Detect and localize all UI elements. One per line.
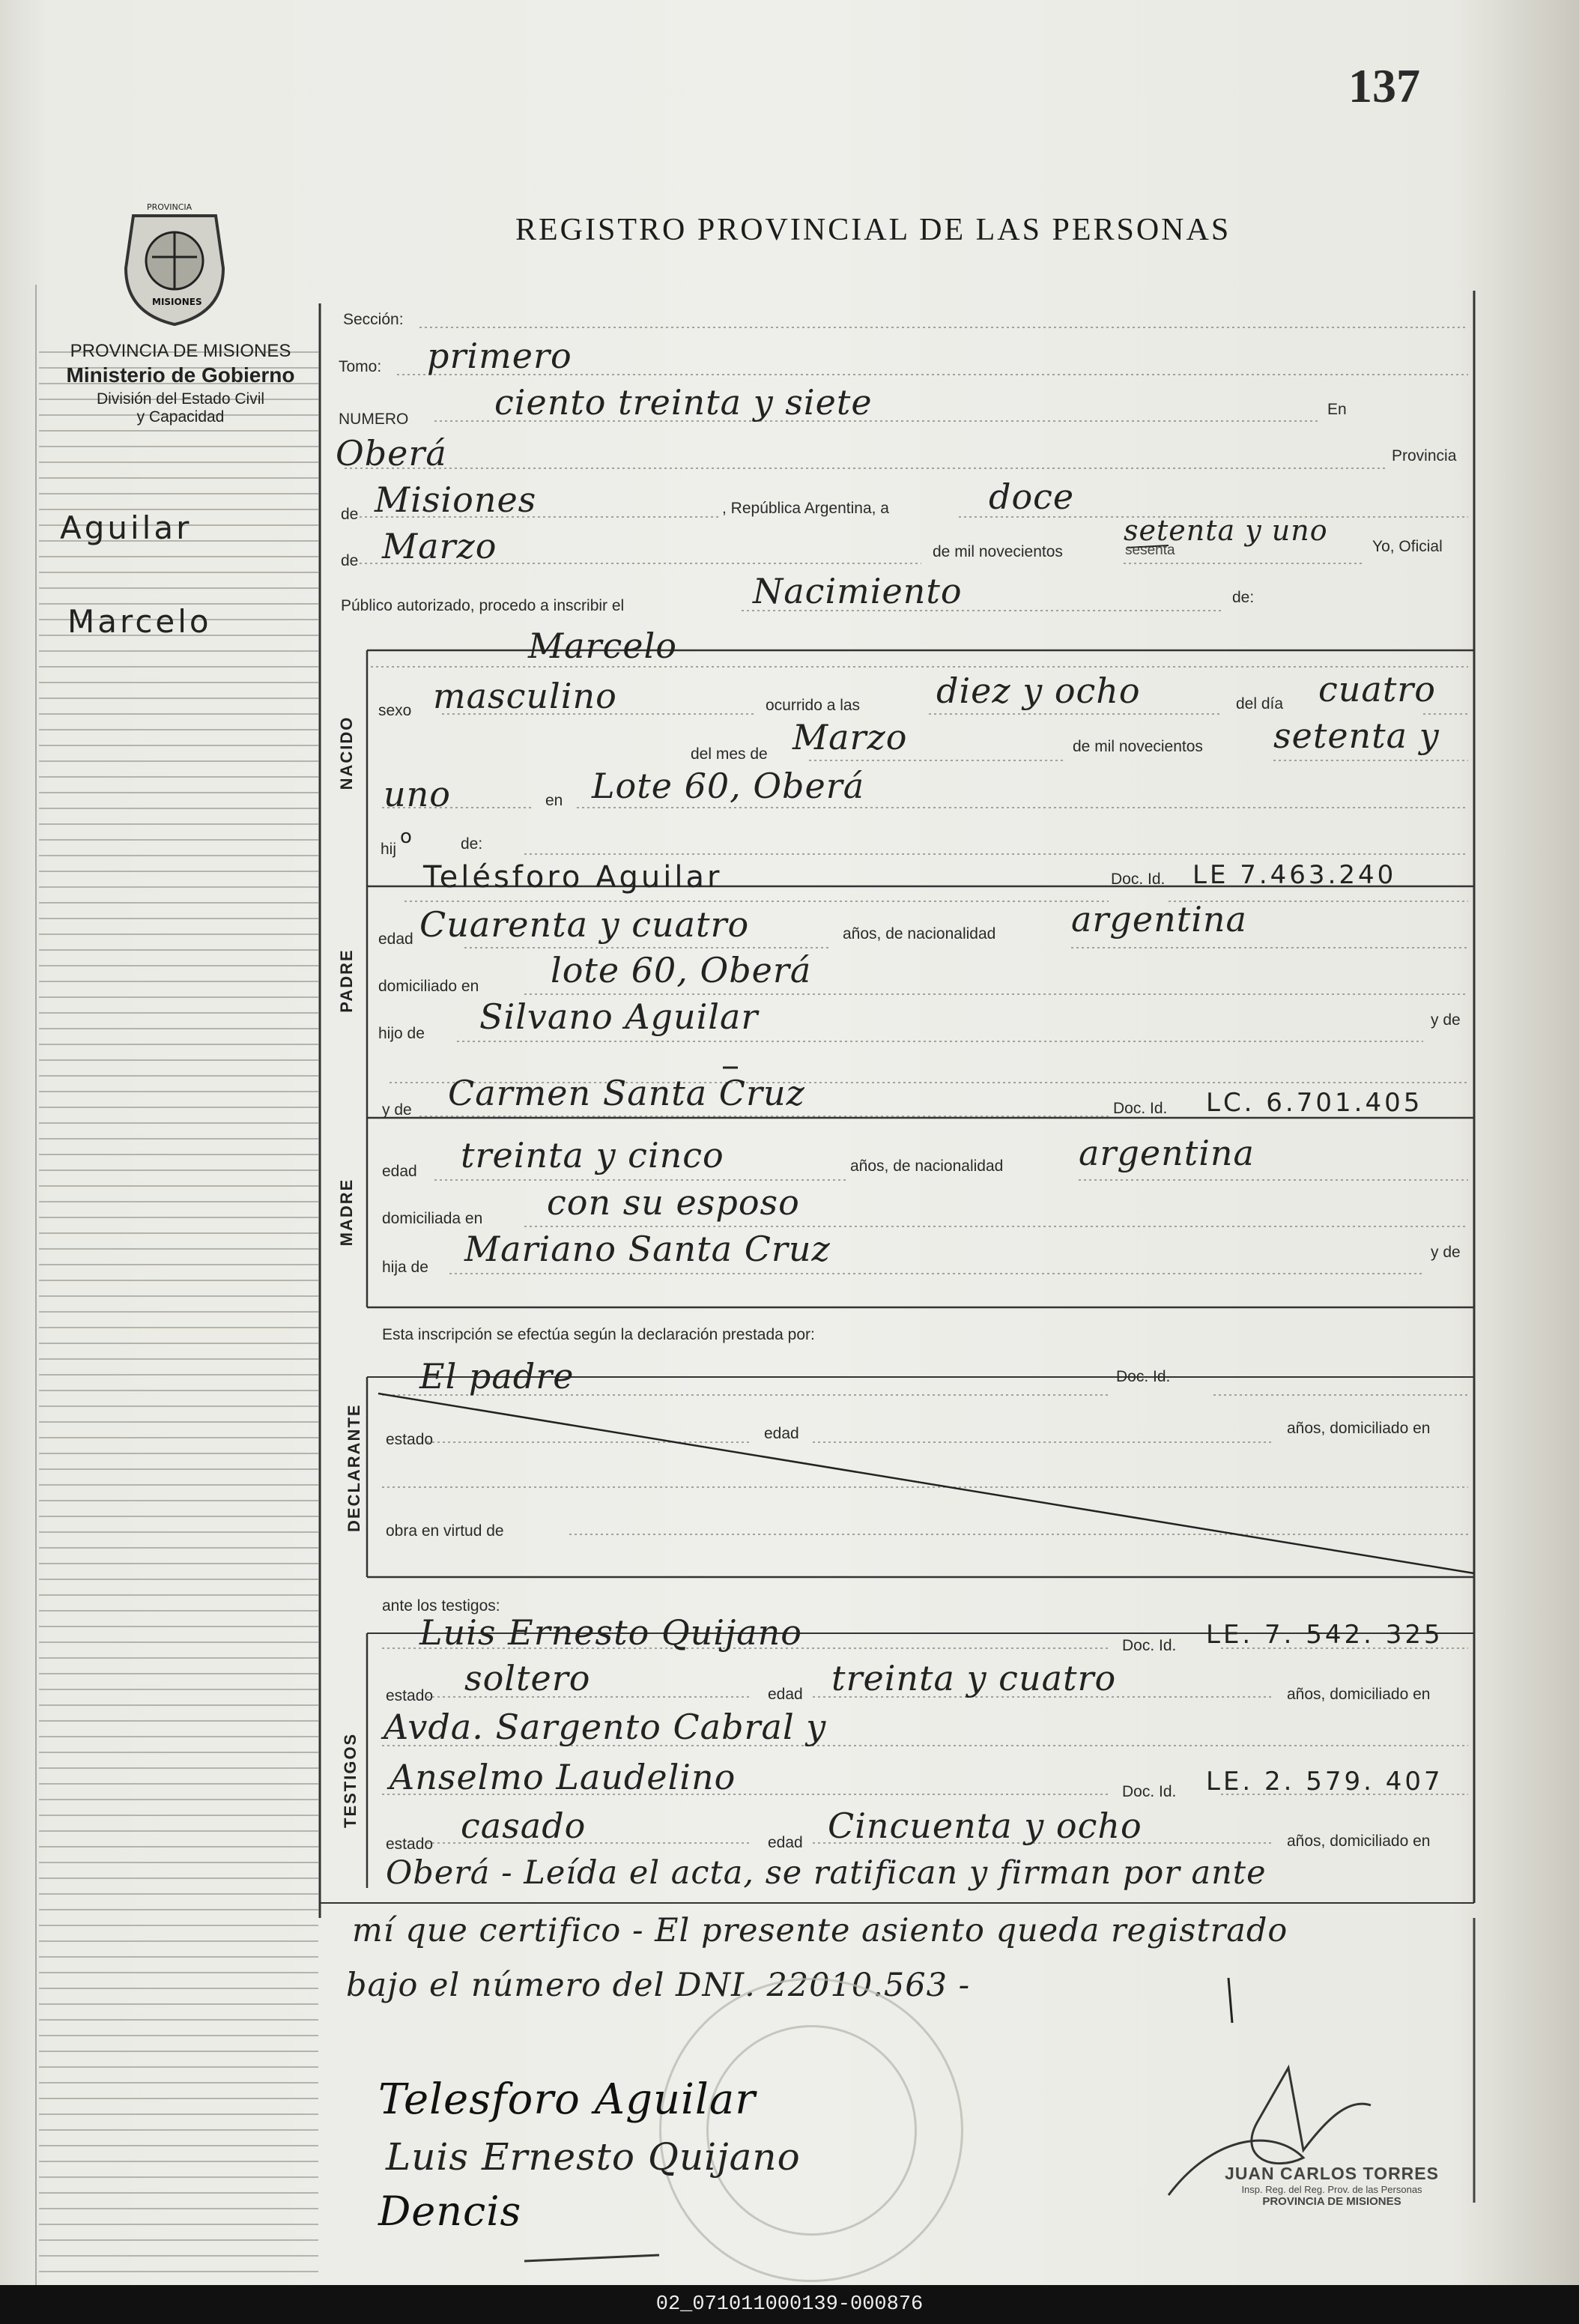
signature-testigo1: Luis Ernesto Quijano	[386, 2135, 801, 2179]
value-lugar: Oberá	[336, 433, 447, 473]
margin-surname: Aguilar	[60, 509, 193, 546]
label-de-provincia: de	[341, 506, 359, 523]
label-testigo1-doc: Doc. Id.	[1122, 1637, 1177, 1654]
label-republica: , República Argentina, a	[722, 500, 889, 517]
label-declarante-edad: edad	[764, 1425, 799, 1442]
signature-testigo2: Dencis	[378, 2188, 522, 2235]
label-de-mil-nov: de mil novecientos	[1073, 738, 1203, 755]
closing-line-1: Oberá - Leída el acta, se ratifican y firman por ante	[386, 1854, 1267, 1892]
page-number: 137	[1348, 59, 1420, 112]
closing-line-2: mí que certifico - El presente asiento queda registrado	[352, 1912, 1288, 1949]
office-division: División del Estado Civil	[96, 390, 265, 408]
label-seccion: Sección:	[343, 311, 404, 328]
value-acto: Nacimiento	[753, 571, 963, 611]
label-numero: NUMERO	[339, 411, 409, 428]
registry-seal-icon	[659, 1978, 963, 2282]
value-abuela-paterna: Carmen Santa Cruz	[448, 1073, 805, 1113]
label-madre-dom: domiciliada en	[382, 1210, 483, 1227]
section-testigos: TESTIGOS	[341, 1732, 360, 1828]
label-ante-testigos: ante los testigos:	[382, 1597, 500, 1615]
value-anio-nac-2: uno	[384, 774, 451, 814]
value-dia: doce	[989, 476, 1075, 517]
label-de-mes: de	[341, 552, 359, 569]
value-testigo1-doc: LE. 7. 542. 325	[1206, 1620, 1443, 1650]
officer-title: Insp. Reg. del Reg. Prov. de las Personas	[1241, 2184, 1422, 2195]
office-capacity: y Capacidad	[136, 408, 225, 426]
value-numero: ciento treinta y siete	[494, 382, 873, 423]
value-nombre: Marcelo	[528, 626, 677, 666]
label-del-mes: del mes de	[691, 745, 768, 763]
label-madre-nac: años, de nacionalidad	[850, 1158, 1004, 1175]
emblem-top-text: PROVINCIA	[147, 202, 193, 212]
officer-stamp	[1197, 2164, 1467, 2208]
value-sexo: masculino	[433, 676, 617, 716]
label-ocurrido: ocurrido a las	[766, 697, 861, 714]
value-testigo2-estado: casado	[461, 1806, 587, 1846]
value-testigo2-doc: LE. 2. 579. 407	[1206, 1767, 1443, 1797]
label-padre-y-de: y de	[1431, 1011, 1461, 1029]
label-declarante-doc: Doc. Id.	[1116, 1368, 1171, 1385]
value-madre-domicilio: con su esposo	[547, 1182, 800, 1223]
value-padre-doc: LE 7.463.240	[1192, 860, 1397, 890]
value-anio-struck: sesenta	[1125, 542, 1175, 558]
officer-name: JUAN CARLOS TORRES	[1225, 2164, 1439, 2183]
value-padre-edad: Cuarenta y cuatro	[419, 904, 750, 945]
label-testigo1-estado: estado	[386, 1687, 434, 1704]
value-declarante: El padre	[419, 1356, 575, 1396]
label-testigo2-edad: edad	[768, 1834, 803, 1851]
label-testigo2-anos: años, domiciliado en	[1287, 1833, 1431, 1850]
label-testigo1-edad: edad	[768, 1686, 803, 1703]
value-testigo1-domicilio: Avda. Sargento Cabral y	[384, 1707, 827, 1747]
value-dia-nac: cuatro	[1318, 669, 1436, 709]
label-testigo2-doc: Doc. Id.	[1122, 1783, 1177, 1800]
value-testigo2-edad: Cincuenta y ocho	[828, 1806, 1142, 1846]
label-declarante-estado: estado	[386, 1431, 434, 1448]
value-madre-hija-de: Mariano Santa Cruz	[464, 1229, 831, 1269]
label-del-dia: del día	[1236, 695, 1284, 712]
value-madre-doc: LC. 6.701.405	[1206, 1088, 1423, 1118]
label-padre-dom: domiciliado en	[378, 978, 479, 995]
value-padre-nacionalidad: argentina	[1071, 899, 1247, 939]
label-publico: Público autorizado, procedo a inscribir el	[341, 597, 625, 614]
image-id-footer: 02_071011000139-000876	[0, 2285, 1579, 2324]
signature-padre: Telesforo Aguilar	[378, 2075, 756, 2124]
label-padre-hijo-de: hijo de	[378, 1025, 425, 1042]
section-padre: PADRE	[337, 948, 356, 1013]
label-hijo-de: de:	[461, 835, 483, 853]
value-hora: diez y ocho	[936, 671, 1141, 711]
label-testigo2-estado: estado	[386, 1836, 434, 1853]
label-sexo: sexo	[378, 702, 412, 719]
value-testigo2-nombre: Anselmo Laudelino	[390, 1757, 736, 1797]
label-de-mil: de mil novecientos	[933, 543, 1063, 560]
margin-given-name: Marcelo	[67, 603, 212, 640]
value-padre-hijo-de: Silvano Aguilar	[479, 996, 759, 1037]
province-coat-of-arms-icon	[118, 201, 231, 328]
value-testigo1-edad: treinta y cuatro	[831, 1658, 1117, 1698]
value-tomo: primero	[427, 336, 572, 376]
value-anio-nac: setenta y	[1273, 715, 1440, 756]
officer-province: PROVINCIA DE MISIONES	[1262, 2195, 1401, 2208]
label-tomo: Tomo:	[339, 358, 382, 375]
label-en: En	[1327, 401, 1347, 418]
label-madre-doc: Doc. Id.	[1113, 1100, 1168, 1117]
value-mes: Marzo	[382, 526, 497, 566]
label-testigo1-anos: años, domiciliado en	[1287, 1686, 1431, 1703]
value-anio: setenta y uno	[1124, 514, 1328, 547]
label-padre-doc: Doc. Id.	[1111, 871, 1166, 888]
value-provincia: Misiones	[375, 479, 537, 520]
label-hijo: hij	[381, 841, 397, 858]
label-padre-nac: años, de nacionalidad	[843, 925, 996, 942]
label-padre-edad: edad	[378, 930, 413, 948]
value-mes-nac: Marzo	[792, 717, 908, 757]
label-provincia: Provincia	[1392, 447, 1457, 465]
value-testigo1-estado: soltero	[464, 1658, 591, 1698]
section-madre: MADRE	[337, 1178, 356, 1247]
label-obra: obra en virtud de	[386, 1522, 504, 1540]
value-testigo1-nombre: Luis Ernesto Quijano	[419, 1612, 802, 1653]
value-hijo-suffix: o	[400, 826, 412, 848]
value-padre-domicilio: lote 60, Oberá	[551, 950, 812, 990]
label-madre-hija-de: hija de	[382, 1259, 428, 1276]
value-madre-edad: treinta y cinco	[461, 1135, 724, 1175]
value-padre-nombre: Telésforo Aguilar	[423, 860, 723, 895]
page-title: REGISTRO PROVINCIAL DE LAS PERSONAS	[515, 213, 1231, 247]
label-declarante-anos: años, domiciliado en	[1287, 1420, 1431, 1437]
label-de-colon: de:	[1232, 589, 1255, 606]
label-madre-y-de: y de	[1431, 1244, 1461, 1261]
value-madre-nacionalidad: argentina	[1079, 1133, 1255, 1173]
label-yo-oficial: Yo, Oficial	[1372, 538, 1443, 555]
section-nacido: NACIDO	[337, 715, 356, 790]
emblem-bottom-text: MISIONES	[152, 297, 202, 307]
value-lugar-nac: Lote 60, Oberá	[592, 766, 865, 806]
section-declarante: DECLARANTE	[345, 1403, 363, 1532]
label-inscripcion: Esta inscripción se efectúa según la declaración prestada por:	[382, 1326, 815, 1343]
label-madre-edad: edad	[382, 1163, 417, 1180]
closing-line-3: bajo el número del DNI. 22010.563 -	[346, 1967, 971, 2004]
label-en-lugar: en	[545, 792, 563, 809]
office-ministry: Ministerio de Gobierno	[66, 363, 295, 387]
office-province: PROVINCIA DE MISIONES	[70, 341, 291, 361]
label-y-de: y de	[382, 1101, 412, 1119]
